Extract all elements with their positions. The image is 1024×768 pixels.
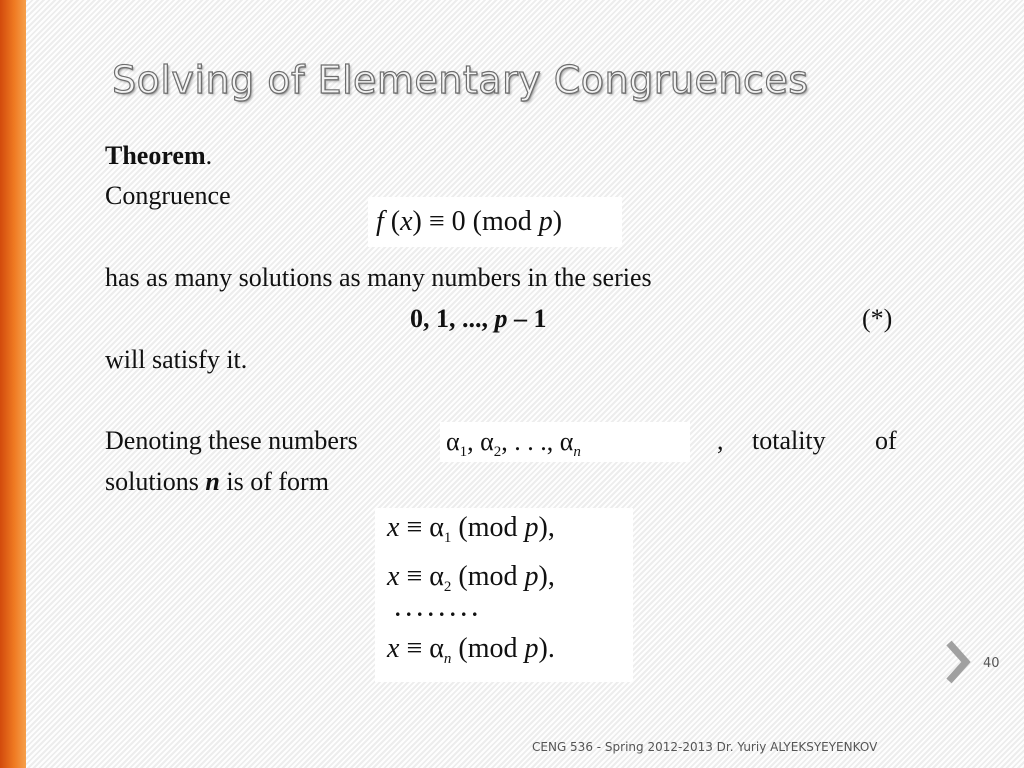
accent-sidebar-bar xyxy=(0,0,26,768)
alpha-sub-n: n xyxy=(573,444,581,460)
series-p: p xyxy=(494,304,508,333)
theorem-heading xyxy=(105,141,212,171)
comma-after-list: , xyxy=(717,426,724,455)
formula-x: x xyxy=(400,206,413,237)
solution-row: $x \equiv \alpha_n$ (mod p). xyxy=(387,633,555,667)
series-expression xyxy=(410,304,547,334)
series-suffix: – 1 xyxy=(507,304,547,333)
formula-zero-mod: 0 (mod xyxy=(444,206,539,237)
denoting-text: Denoting these numbers xyxy=(105,426,358,455)
formula-open: ( xyxy=(383,206,401,237)
alpha-n: α xyxy=(559,427,574,456)
slide-footer: CENG 536 - Spring 2012-2013 Dr. Yuriy ALYEKSYEYENKOV xyxy=(532,740,878,754)
solution-row: $x \equiv \alpha_2$ (mod p), xyxy=(387,561,555,595)
theorem-period: . xyxy=(205,141,213,170)
solutions-word: solutions xyxy=(105,467,206,496)
formula-f: f xyxy=(376,206,384,237)
formula-p: p xyxy=(538,206,553,237)
series-prefix: 0, 1, ..., xyxy=(410,304,495,333)
totality-word: totality xyxy=(752,426,826,455)
alpha-1: α xyxy=(446,427,460,456)
solution-row: $x \equiv \alpha_1$ (mod p), xyxy=(387,512,555,546)
of-word: of xyxy=(875,426,897,455)
alpha-sep-1: , xyxy=(467,427,481,456)
n-variable: n xyxy=(205,467,220,496)
chevron-right-icon[interactable] xyxy=(945,640,971,684)
alpha-sep-2: , . . ., xyxy=(501,427,560,456)
congruence-formula xyxy=(368,197,622,247)
solutions-sentence xyxy=(105,467,329,497)
formula-close: ) xyxy=(412,206,429,237)
alpha-sub-2: 2 xyxy=(493,444,502,460)
solutions-system xyxy=(375,508,633,682)
alpha-sub-1: 1 xyxy=(459,444,468,460)
ellipsis-row: . . . . . . . . xyxy=(395,596,478,621)
formula-end: ) xyxy=(552,206,563,237)
series-marker: (*) xyxy=(862,304,893,333)
alpha-list xyxy=(440,422,690,462)
page-number: 40 xyxy=(983,656,1000,671)
slide-title: Solving of Elementary Congruences xyxy=(112,58,809,102)
congruence-word: Congruence xyxy=(105,181,231,210)
formula-equiv: ≡ xyxy=(428,206,445,237)
series-sentence: has as many solutions as many numbers in the series xyxy=(105,263,652,292)
satisfy-sentence: will satisfy it. xyxy=(105,345,248,374)
theorem-label: Theorem xyxy=(105,141,206,170)
alpha-2: α xyxy=(480,427,494,456)
form-suffix: is of form xyxy=(219,467,329,496)
